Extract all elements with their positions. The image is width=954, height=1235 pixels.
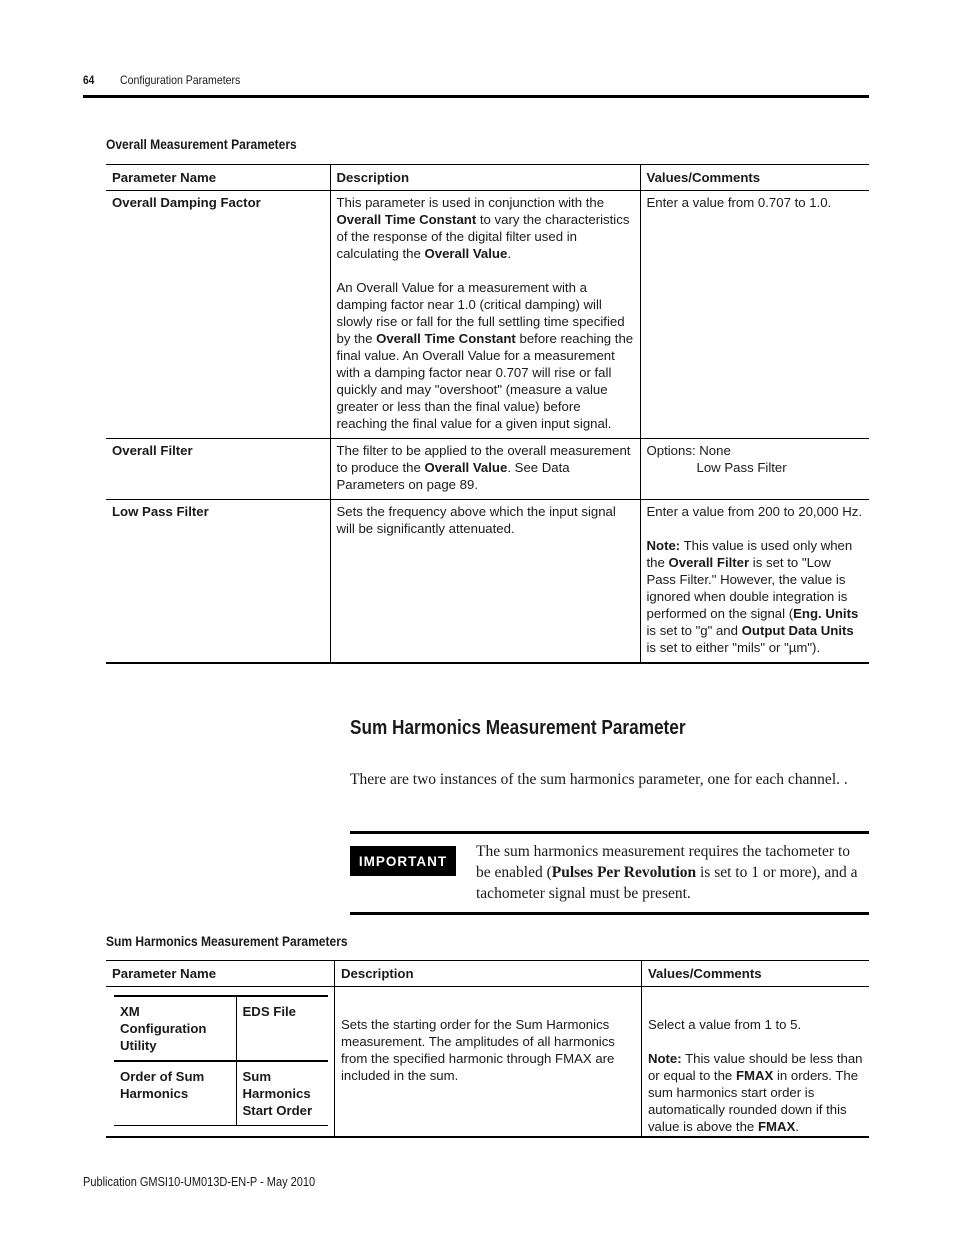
parameter-description [330,191,640,439]
note-label: Note: [646,538,681,553]
text: The filter to be applied to the overall measurement to produce the [336,443,631,475]
sum-table-title: Sum Harmonics Measurement Parameters [106,933,348,949]
column-header: Description [335,961,642,987]
table-header-row [106,165,869,191]
column-header: Values/Comments [641,961,869,987]
important-label: IMPORTANT [350,846,456,876]
text: An Overall Value for a measurement with a damping factor near 1.0 (critical damping) will slowly rise or fall for the full settling time specified by the [336,280,625,346]
eds-parameter-name: Sum Harmonics Start Order [236,1061,328,1126]
emphasis: Eng. Units [793,606,859,621]
emphasis: Overall Value [424,246,508,261]
column-header: Description [330,165,640,191]
emphasis: FMAX [757,1119,796,1134]
text: . [507,246,511,261]
parameter-values [641,987,869,1138]
overall-table-title: Overall Measurement Parameters [106,136,297,152]
text: This value is used only when the [646,538,853,570]
parameter-values: Enter a value from 0.707 to 1.0. [640,191,869,439]
mapping-row [114,1061,328,1126]
column-header: Parameter Name [106,961,335,987]
emphasis: Overall Time Constant [376,331,516,346]
column-header: Values/Comments [640,165,869,191]
parameter-name-cell [106,987,335,1138]
text: is set to either "mils" or "µm"). [646,640,821,655]
text: The sum harmonics measurement requires the tachometer to be enabled ( [476,843,851,881]
section-title: Configuration Parameters [120,73,241,87]
parameter-name: Order of Sum Harmonics [114,1061,236,1126]
intro-paragraph: There are two instances of the sum harmonics parameter, one for each channel. . [350,771,848,788]
mapping-header: EDS File [236,996,328,1061]
text: to vary the characteristics of the response of the digital filter used in calculating the [336,212,630,261]
text: This parameter is used in conjunction with the [336,195,605,210]
parameter-values [640,500,869,664]
sum-harmonics-table [106,960,869,1138]
parameter-description: Sets the starting order for the Sum Harmonics measurement. The amplitudes of all harmonics from the specified harmonic through FMAX are included in the sum. [335,987,642,1138]
parameter-description [330,439,640,500]
overall-parameters-table [106,164,869,664]
column-header: Parameter Name [106,165,330,191]
text: . [795,1119,799,1134]
table-header-row [106,961,869,987]
table-row [106,191,869,439]
emphasis: FMAX [735,1068,774,1083]
parameter-values [640,439,869,500]
value-range: Enter a value from 200 to 20,000 Hz. [646,504,863,519]
page-number: 64 [83,73,95,87]
description-paragraph [337,279,634,432]
emphasis: Overall Value [424,460,508,475]
note [648,1050,863,1135]
text: before reaching the final value. An Overall Value for a measurement with a damping factor near 0.707 will rise or fall quickly and may "overshoot" (measure a value greater or less than the final value) before reaching the final value for a given input signal. [336,331,634,431]
text: is set to 1 or more), and a tachometer signal must be present. [476,864,858,902]
description-paragraph [337,194,634,262]
table-row [106,439,869,500]
parameter-name: Low Pass Filter [106,500,330,664]
important-text [476,841,868,904]
note [647,537,864,656]
emphasis: Overall Filter [668,555,750,570]
text: This value should be less than or equal to the [647,1051,863,1083]
important-bottom-rule [350,912,869,915]
mapping-header: XM Configuration Utility [114,996,236,1061]
text: is set to "Low Pass Filter." However, the value is ignored when double integration is performed on the signal ( [646,555,848,621]
header-rule [83,95,869,98]
emphasis: Overall Time Constant [336,212,477,227]
parameter-description: Sets the frequency above which the input signal will be significantly attenuated. [330,500,640,664]
parameter-name: Overall Filter [106,439,330,500]
option-line: Low Pass Filter [696,460,787,475]
emphasis: Pulses Per Revolution [551,864,697,881]
note-label: Note: [647,1051,682,1066]
mapping-header-row [114,996,328,1061]
important-top-rule [350,831,869,834]
table-row [106,987,869,1138]
option-line: Options: None [646,443,731,458]
publication-footer: Publication GMSI10-UM013D-EN-P - May 2010 [83,1175,316,1189]
section-heading: Sum Harmonics Measurement Parameter [350,717,686,739]
text: . See Data Parameters on page 89. [336,460,570,492]
emphasis: Output Data Units [741,623,854,638]
name-mapping-table [114,995,328,1126]
value-range: Select a value from 1 to 5. [647,1017,802,1032]
parameter-name: Overall Damping Factor [106,191,330,439]
text: in orders. The sum harmonics start order is automatically rounded down if this value is above the [647,1068,859,1134]
text: is set to "g" and [646,623,742,638]
table-row [106,500,869,664]
